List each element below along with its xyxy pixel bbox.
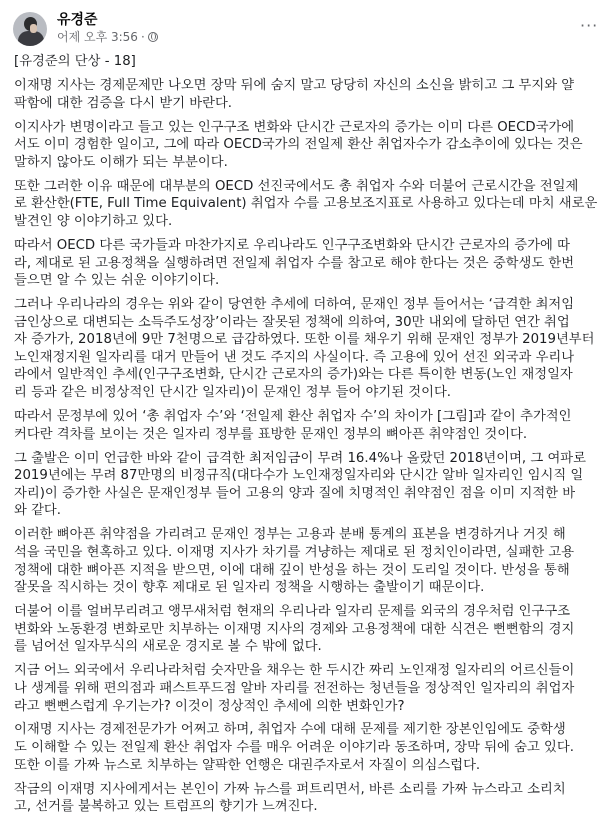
post-paragraph	[14, 296, 608, 402]
paragraph-line: 이재명 지사는 경제전문가가 어쩌고 하며, 취업자 수에 대해 문제를 제기한 장본인임에도 중학생	[14, 722, 566, 738]
globe-icon[interactable]	[148, 32, 158, 42]
paragraph-line: 커다란 격차를 보이는 것은 일자리 정부를 표방한 문재인 정부의 뼈아픈 취약점인 것이다.	[14, 426, 528, 442]
post-paragraph	[14, 662, 608, 715]
paragraph-line: 또한 이를 가짜 뉴스로 치부하는 얄팍한 언행은 대권주자로서 자질이 의심스럽다.	[14, 757, 481, 773]
paragraph-line: 더불어 이를 얼버무리려고 앵무새처럼 현재의 우리나라 일자리 문제를 외국의 경우처럼 인구구조	[14, 604, 571, 620]
paragraph-line: 또한 그러한 이유 때문에 대부분의 OECD 선진국에서도 총 취업자 수와 더불어 근로시간을 전일제	[14, 178, 579, 194]
paragraph-line: 따라서 문정부에 있어 ‘총 취업자 수’와 ‘전일제 환산 취업자 수’의 차이가 [그림]과 같이 추가적인	[14, 409, 572, 425]
paragraph-line: 말하지 않아도 이해가 되는 부분이다.	[14, 154, 228, 170]
paragraph-line: 와 같다.	[14, 503, 61, 519]
more-options-icon[interactable]: ···	[580, 16, 599, 35]
post-paragraph	[14, 408, 608, 443]
paragraph-line: 그러나 우리나라의 경우는 위와 같이 당연한 추세에 더하여, 문재인 정부 들어서는 ‘급격한 최저임	[14, 297, 575, 313]
paragraph-line: 정책에 대한 뼈아픈 지적을 받으면, 이에 대해 깊이 반성을 하는 것이 도리일 것이다. 반성을 통해	[14, 562, 570, 578]
paragraph-line: 금인상으로 대변되는 소득주도성장’이라는 잘못된 정책에 의하여, 30만 내외에 달하던 연간 취업	[14, 314, 570, 330]
paragraph-line: 리 등과 같은 비정상적인 단시간 일자리)이 문재인 정부 들어 야기된 것이다.	[14, 385, 452, 401]
paragraph-line: 이재명 지사는 경제문제만 나오면 장막 뒤에 숨지 말고 당당히 자신의 소신을 밝히고 그 무지와 얄	[14, 77, 575, 93]
avatar-figure	[18, 31, 44, 46]
post-paragraph	[14, 781, 608, 816]
paragraph-line: 라고 뻔뻔스럽게 우기는가? 이것이 정상적인 추세에 의한 변화인가?	[14, 698, 405, 714]
paragraph-line: 고, 선거를 불복하고 있는 트럼프의 향기가 느껴진다.	[14, 799, 318, 815]
meta-separator: ·	[140, 29, 145, 44]
author-name[interactable]: 유경준	[57, 12, 98, 28]
paragraph-line: 자리)이 증가한 사실은 문재인정부 들어 고용의 양과 질에 치명적인 취약점인 점을 이미 지적한 바	[14, 485, 576, 501]
paragraph-line: 변화와 노동환경 변화로만 치부하는 이재명 지사의 경제와 고용정책에 대한 식견은 뻔뻔함의 경지	[14, 621, 575, 637]
post-paragraph	[14, 119, 608, 172]
paragraph-line: 이지사가 변명이라고 들고 있는 인구구조 변화와 단시간 근로자의 증가는 이미 다른 OECD국가에	[14, 119, 575, 135]
paragraph-line: 지금 어느 외국에서 우리나라처럼 숫자만을 채우는 한 두시간 짜리 노인재정 일자리의 어르신들이	[14, 663, 575, 679]
post-title	[14, 53, 608, 71]
paragraph-line: 잘못을 직시하는 것이 향후 제대로 된 일자리 정책을 시행하는 출발이기 때문이다.	[14, 580, 485, 596]
post-timestamp[interactable]: 어제 오후 3:56	[57, 30, 138, 44]
paragraph-line: 그 출발은 이미 언급한 바와 같이 급격한 최저임금이 무려 16.4%나 올랐던 2018년이며, 그 여파로	[14, 450, 586, 466]
paragraph-line: 자 증가가, 2018년에 9만 7천명으로 급감하였다. 또한 이를 채우기 위해 문재인 정부가 2019년부터	[14, 332, 595, 348]
paragraph-line: 따라서 OECD 다른 국가들과 마찬가지로 우리나라도 인구구조변화와 단시간 근로자의 증가에 따	[14, 237, 570, 253]
post-meta	[57, 28, 158, 45]
post-paragraph	[14, 450, 608, 520]
paragraph-line: 들으면 알 수 있는 쉬운 이야기이다.	[14, 273, 220, 289]
paragraph-line: 발견인 양 이야기하고 있다.	[14, 213, 173, 229]
post-header	[0, 0, 614, 50]
paragraph-line: 팍함에 대한 검증을 다시 받기 바란다.	[14, 95, 233, 111]
post-paragraph	[14, 603, 608, 656]
author-avatar[interactable]	[13, 12, 47, 46]
paragraph-line: 나 생계를 위해 편의점과 패스트푸드점 알바 자리를 전전하는 청년들을 정상적인 일자리의 취업자	[14, 680, 575, 696]
paragraph-line: 서도 이미 경험한 일이고, 그에 따라 OECD국가의 전일제 환산 취업자수가 감소추이에 있다는 것은	[14, 137, 583, 153]
paragraph-line: 라에서 일반적인 추세(인구구조변화, 단시간 근로자의 증가)와는 다른 특이한 변동(노인 재정일자	[14, 367, 573, 383]
avatar-hand	[30, 24, 37, 33]
post-body	[14, 53, 608, 822]
post-paragraph	[14, 77, 608, 112]
post-paragraph	[14, 237, 608, 290]
paragraph-line: 석을 국민을 현혹하고 있다. 이재명 지사가 차기를 겨냥하는 제대로 된 정치인이라면, 실패한 고용	[14, 544, 575, 560]
paragraph-line: 라, 제대로 된 고용정책을 실행하려면 전일제 취업자 수를 참고로 해야 한다는 것은 중학생도 한번	[14, 255, 575, 271]
paragraph-line: 이러한 뼈아픈 취약점을 가리려고 문재인 정부는 고용과 분배 통계의 표본을 변경하거나 거짓 해	[14, 527, 566, 543]
paragraph-line: 로 환산한(FTE, Full Time Equivalent) 취업자 수를 고용보조지표로 사용하고 있다는데 마치 새로운	[14, 196, 598, 212]
paragraph-line: 2019년에는 무려 87만명의 비정규직(대다수가 노인재정일자리와 단시간 알바 일자리인 임시직 일	[14, 468, 584, 484]
paragraph-line: [유경준의 단상 - 18]	[14, 54, 136, 69]
post-paragraph	[14, 721, 608, 774]
post-paragraph	[14, 178, 608, 231]
paragraph-line: 노인재정지원 일자리를 대거 만들어 낸 것도 주지의 사실이다. 즉 고용에 있어 선진 외국과 우리나	[14, 349, 575, 365]
paragraph-line: 도 이해할 수 있는 전일제 환산 취업자 수를 매우 어려운 이야기라 동조하며, 장막 뒤에 숨고 있다.	[14, 740, 574, 756]
post-paragraph	[14, 526, 608, 596]
paragraph-line: 작금의 이재명 지사에게서는 본인이 가짜 뉴스를 퍼트리면서, 바른 소리를 가짜 뉴스라고 소리치	[14, 781, 566, 797]
paragraph-line: 를 넘어선 일자무식의 새로운 경지로 볼 수 밖에 없다.	[14, 639, 322, 655]
